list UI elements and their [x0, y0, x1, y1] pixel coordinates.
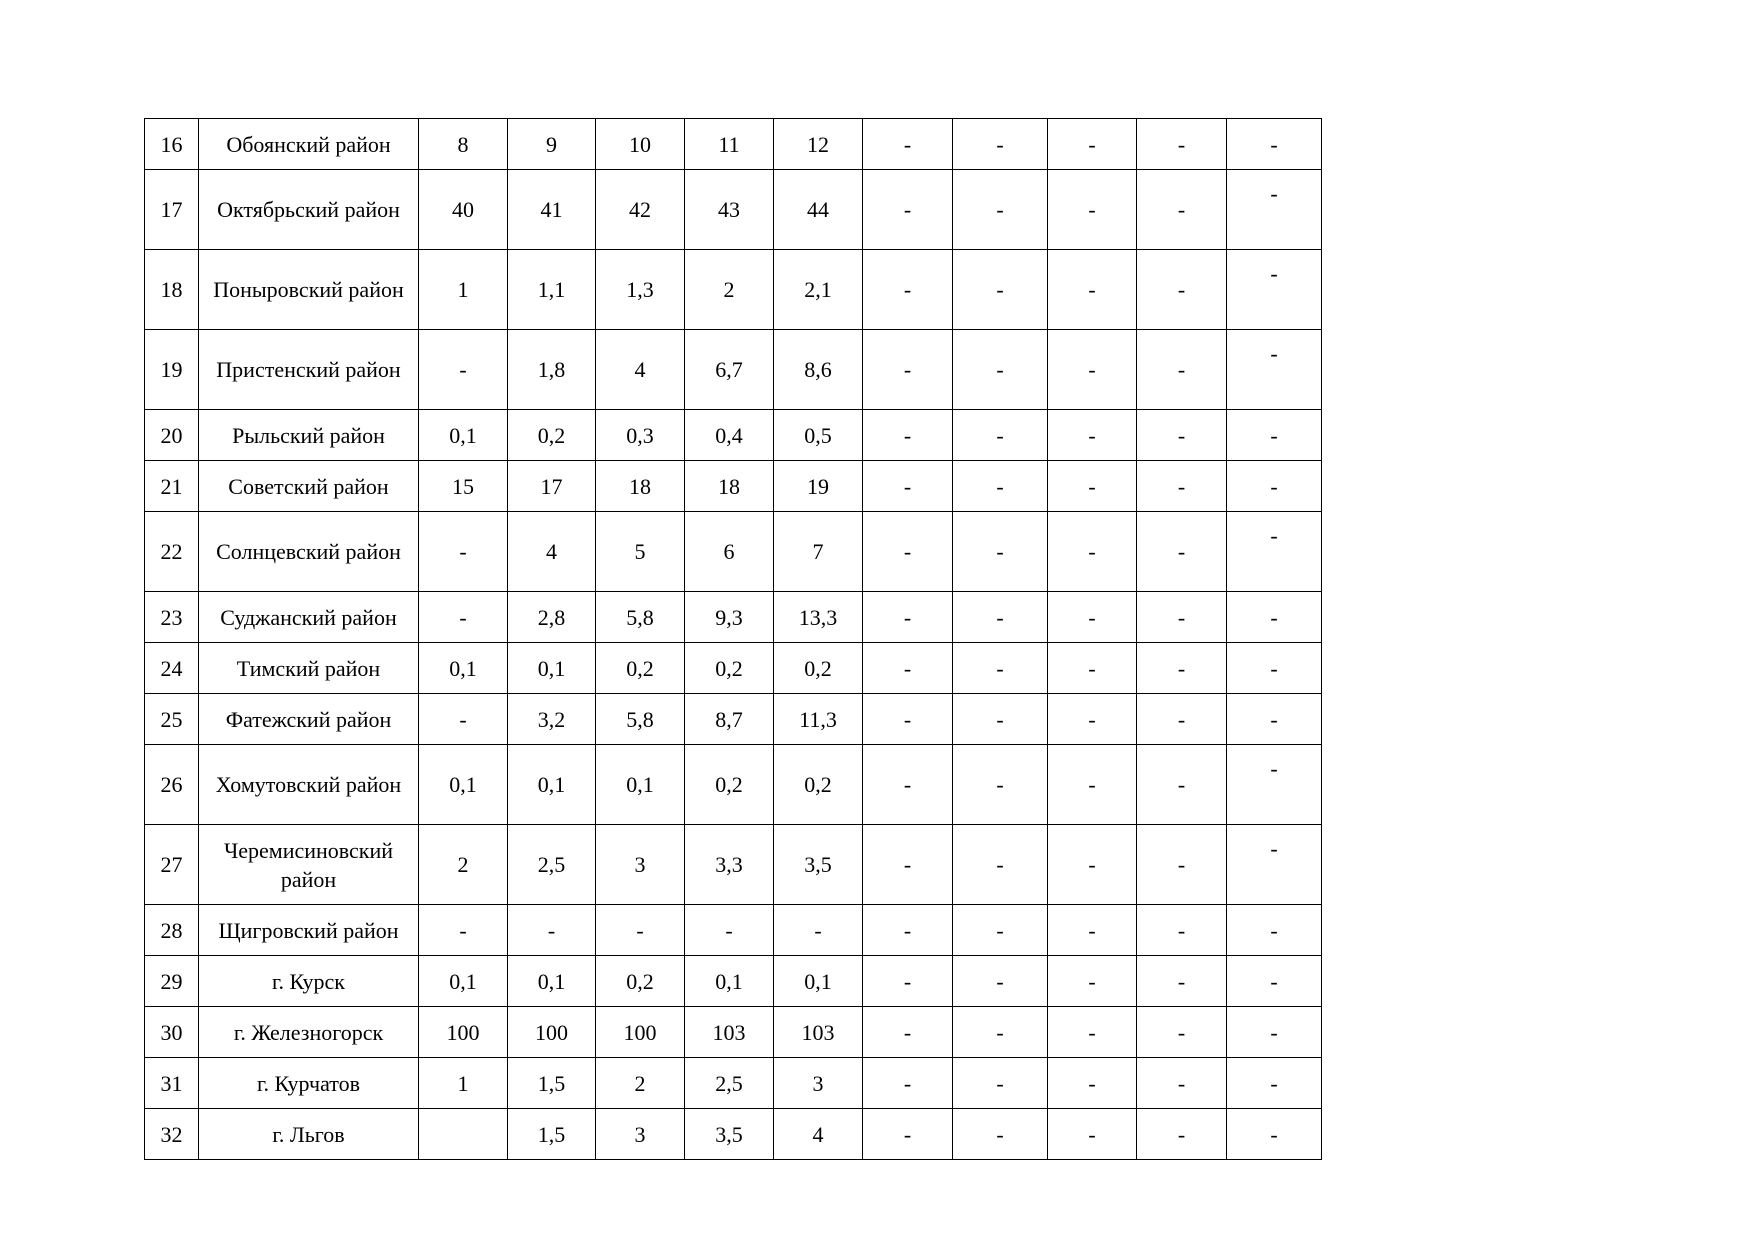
value-cell — [419, 1109, 508, 1160]
row-number-cell: 31 — [145, 1058, 199, 1109]
value-cell: 1,5 — [508, 1109, 596, 1160]
value-cell: 0,1 — [685, 956, 774, 1007]
row-number-cell: 29 — [145, 956, 199, 1007]
value-cell: 2,1 — [774, 250, 863, 330]
value-cell: 8 — [419, 119, 508, 170]
value-cell: 6 — [685, 512, 774, 592]
table-body — [145, 119, 1322, 1160]
value-cell: 0,2 — [774, 745, 863, 825]
district-name-cell: Рыльский район — [199, 410, 419, 461]
table-row — [145, 461, 1322, 512]
value-cell: - — [1227, 745, 1322, 825]
value-cell: 2,5 — [508, 825, 596, 905]
value-cell: - — [1137, 956, 1227, 1007]
value-cell: - — [1227, 592, 1322, 643]
value-cell: - — [953, 461, 1048, 512]
value-cell: - — [1048, 1058, 1137, 1109]
row-number-cell: 23 — [145, 592, 199, 643]
table-row — [145, 250, 1322, 330]
value-cell: - — [1227, 1058, 1322, 1109]
value-cell: - — [1048, 745, 1137, 825]
value-cell: 11 — [685, 119, 774, 170]
district-name-cell: г. Курск — [199, 956, 419, 1007]
value-cell: 0,2 — [685, 643, 774, 694]
row-number-cell: 28 — [145, 905, 199, 956]
value-cell: 40 — [419, 170, 508, 250]
value-cell: - — [1227, 250, 1322, 330]
district-name-cell: Поныровский район — [199, 250, 419, 330]
value-cell: 0,2 — [596, 643, 685, 694]
table-row — [145, 170, 1322, 250]
row-number-cell: 18 — [145, 250, 199, 330]
value-cell: - — [863, 119, 953, 170]
value-cell: - — [1227, 170, 1322, 250]
value-cell: 5,8 — [596, 694, 685, 745]
table-row — [145, 1109, 1322, 1160]
value-cell: - — [953, 956, 1048, 1007]
value-cell: - — [419, 905, 508, 956]
value-cell: - — [1227, 512, 1322, 592]
district-name-cell: Щигровский район — [199, 905, 419, 956]
value-cell: - — [953, 745, 1048, 825]
value-cell: - — [1137, 410, 1227, 461]
value-cell: 3,3 — [685, 825, 774, 905]
value-cell: - — [1227, 1109, 1322, 1160]
value-cell: - — [953, 592, 1048, 643]
value-cell: 3,2 — [508, 694, 596, 745]
value-cell: 0,5 — [774, 410, 863, 461]
value-cell: 0,1 — [419, 745, 508, 825]
value-cell: 4 — [774, 1109, 863, 1160]
table-row — [145, 956, 1322, 1007]
value-cell: - — [1048, 119, 1137, 170]
value-cell: 7 — [774, 512, 863, 592]
value-cell: 5 — [596, 512, 685, 592]
value-cell: 100 — [419, 1007, 508, 1058]
district-name-cell: Фатежский район — [199, 694, 419, 745]
value-cell: 2 — [596, 1058, 685, 1109]
table-row — [145, 745, 1322, 825]
value-cell: - — [1227, 694, 1322, 745]
district-name-cell: г. Железногорск — [199, 1007, 419, 1058]
row-number-cell: 27 — [145, 825, 199, 905]
row-number-cell: 17 — [145, 170, 199, 250]
value-cell: - — [1227, 643, 1322, 694]
value-cell: 4 — [508, 512, 596, 592]
value-cell: - — [953, 410, 1048, 461]
table-row — [145, 1007, 1322, 1058]
value-cell: - — [1227, 825, 1322, 905]
value-cell: 0,1 — [508, 956, 596, 1007]
value-cell: 3 — [774, 1058, 863, 1109]
value-cell: 0,1 — [596, 745, 685, 825]
value-cell: 1 — [419, 250, 508, 330]
district-name-cell: Обоянский район — [199, 119, 419, 170]
district-name-cell: Суджанский район — [199, 592, 419, 643]
value-cell: - — [863, 1058, 953, 1109]
value-cell: 6,7 — [685, 330, 774, 410]
table-row — [145, 512, 1322, 592]
value-cell: 9 — [508, 119, 596, 170]
value-cell: 0,4 — [685, 410, 774, 461]
value-cell: 8,6 — [774, 330, 863, 410]
value-cell: 11,3 — [774, 694, 863, 745]
table-row — [145, 1058, 1322, 1109]
value-cell: 3,5 — [774, 825, 863, 905]
value-cell: 10 — [596, 119, 685, 170]
value-cell: 15 — [419, 461, 508, 512]
district-name-cell: Октябрьский район — [199, 170, 419, 250]
value-cell: - — [1137, 592, 1227, 643]
value-cell: - — [953, 1058, 1048, 1109]
value-cell: - — [863, 956, 953, 1007]
value-cell: - — [953, 825, 1048, 905]
value-cell: - — [1137, 643, 1227, 694]
value-cell: 3,5 — [685, 1109, 774, 1160]
value-cell: - — [1048, 250, 1137, 330]
value-cell: 3 — [596, 825, 685, 905]
value-cell: - — [1227, 461, 1322, 512]
value-cell: - — [863, 512, 953, 592]
value-cell: - — [1048, 1007, 1137, 1058]
row-number-cell: 26 — [145, 745, 199, 825]
value-cell: - — [863, 592, 953, 643]
value-cell: - — [863, 745, 953, 825]
value-cell: 103 — [685, 1007, 774, 1058]
value-cell: 0,2 — [774, 643, 863, 694]
value-cell: - — [419, 694, 508, 745]
table-row — [145, 119, 1322, 170]
value-cell: - — [419, 592, 508, 643]
value-cell: 12 — [774, 119, 863, 170]
value-cell: 1,5 — [508, 1058, 596, 1109]
value-cell: 17 — [508, 461, 596, 512]
row-number-cell: 20 — [145, 410, 199, 461]
value-cell: 0,1 — [508, 643, 596, 694]
value-cell: - — [1227, 956, 1322, 1007]
value-cell: 43 — [685, 170, 774, 250]
row-number-cell: 22 — [145, 512, 199, 592]
value-cell: - — [863, 250, 953, 330]
row-number-cell: 32 — [145, 1109, 199, 1160]
value-cell: 2 — [685, 250, 774, 330]
value-cell: - — [953, 1109, 1048, 1160]
value-cell: 0,1 — [774, 956, 863, 1007]
row-number-cell: 25 — [145, 694, 199, 745]
value-cell: 0,1 — [419, 410, 508, 461]
district-data-table — [144, 118, 1322, 1160]
value-cell: - — [1048, 330, 1137, 410]
value-cell: - — [1048, 825, 1137, 905]
value-cell: 19 — [774, 461, 863, 512]
value-cell: - — [863, 905, 953, 956]
value-cell: - — [953, 119, 1048, 170]
value-cell: - — [1137, 825, 1227, 905]
value-cell: 0,2 — [685, 745, 774, 825]
value-cell: - — [863, 1007, 953, 1058]
value-cell: 1,3 — [596, 250, 685, 330]
value-cell: 1,8 — [508, 330, 596, 410]
value-cell: - — [508, 905, 596, 956]
value-cell: 0,2 — [596, 956, 685, 1007]
value-cell: 41 — [508, 170, 596, 250]
value-cell: 0,1 — [419, 643, 508, 694]
table-row — [145, 694, 1322, 745]
value-cell: - — [1048, 512, 1137, 592]
district-name-cell: Тимский район — [199, 643, 419, 694]
value-cell: - — [1048, 410, 1137, 461]
value-cell: - — [863, 330, 953, 410]
district-name-cell: Советский район — [199, 461, 419, 512]
value-cell: - — [1048, 905, 1137, 956]
value-cell: - — [419, 330, 508, 410]
value-cell: - — [953, 694, 1048, 745]
value-cell: 103 — [774, 1007, 863, 1058]
value-cell: - — [1048, 694, 1137, 745]
value-cell: 13,3 — [774, 592, 863, 643]
value-cell: - — [1137, 330, 1227, 410]
value-cell: 0,2 — [508, 410, 596, 461]
table-row — [145, 643, 1322, 694]
value-cell: - — [1048, 1109, 1137, 1160]
value-cell: - — [863, 410, 953, 461]
value-cell: 1,1 — [508, 250, 596, 330]
value-cell: - — [1227, 330, 1322, 410]
value-cell: - — [953, 512, 1048, 592]
value-cell: 42 — [596, 170, 685, 250]
value-cell: - — [1227, 410, 1322, 461]
value-cell: - — [1227, 905, 1322, 956]
value-cell: - — [953, 330, 1048, 410]
value-cell: - — [953, 250, 1048, 330]
value-cell: - — [1137, 745, 1227, 825]
table-row — [145, 330, 1322, 410]
value-cell: - — [953, 1007, 1048, 1058]
value-cell: - — [863, 1109, 953, 1160]
value-cell: 100 — [508, 1007, 596, 1058]
value-cell: - — [1137, 1058, 1227, 1109]
value-cell: - — [1048, 461, 1137, 512]
value-cell: - — [953, 905, 1048, 956]
value-cell: - — [1137, 170, 1227, 250]
value-cell: 5,8 — [596, 592, 685, 643]
value-cell: - — [1048, 592, 1137, 643]
row-number-cell: 19 — [145, 330, 199, 410]
value-cell: - — [1048, 170, 1137, 250]
value-cell: - — [1227, 1007, 1322, 1058]
value-cell: 0,1 — [508, 745, 596, 825]
table-row — [145, 592, 1322, 643]
value-cell: 1 — [419, 1058, 508, 1109]
value-cell: 8,7 — [685, 694, 774, 745]
value-cell: 44 — [774, 170, 863, 250]
value-cell: - — [863, 825, 953, 905]
district-name-cell: Солнцевский район — [199, 512, 419, 592]
value-cell: 3 — [596, 1109, 685, 1160]
value-cell: 100 — [596, 1007, 685, 1058]
value-cell: 2,8 — [508, 592, 596, 643]
row-number-cell: 30 — [145, 1007, 199, 1058]
value-cell: 9,3 — [685, 592, 774, 643]
row-number-cell: 21 — [145, 461, 199, 512]
value-cell: - — [1137, 119, 1227, 170]
value-cell: - — [1137, 905, 1227, 956]
value-cell: - — [863, 170, 953, 250]
value-cell: 0,1 — [419, 956, 508, 1007]
row-number-cell: 24 — [145, 643, 199, 694]
value-cell: - — [863, 643, 953, 694]
table-row — [145, 905, 1322, 956]
value-cell: - — [419, 512, 508, 592]
value-cell: 2,5 — [685, 1058, 774, 1109]
district-name-cell: Хомутовский район — [199, 745, 419, 825]
value-cell: - — [1137, 1007, 1227, 1058]
value-cell: 18 — [596, 461, 685, 512]
value-cell: - — [1048, 643, 1137, 694]
table-row — [145, 410, 1322, 461]
value-cell: - — [1137, 1109, 1227, 1160]
value-cell: - — [1137, 250, 1227, 330]
district-name-cell: г. Льгов — [199, 1109, 419, 1160]
district-name-cell: Черемисиновский район — [199, 825, 419, 905]
value-cell: - — [1227, 119, 1322, 170]
table-row — [145, 825, 1322, 905]
value-cell: 4 — [596, 330, 685, 410]
value-cell: - — [685, 905, 774, 956]
row-number-cell: 16 — [145, 119, 199, 170]
value-cell: - — [596, 905, 685, 956]
value-cell: - — [953, 643, 1048, 694]
value-cell: - — [863, 461, 953, 512]
value-cell: 2 — [419, 825, 508, 905]
value-cell: - — [953, 170, 1048, 250]
value-cell: 18 — [685, 461, 774, 512]
value-cell: - — [863, 694, 953, 745]
value-cell: 0,3 — [596, 410, 685, 461]
value-cell: - — [774, 905, 863, 956]
value-cell: - — [1048, 956, 1137, 1007]
value-cell: - — [1137, 512, 1227, 592]
district-name-cell: Пристенский район — [199, 330, 419, 410]
value-cell: - — [1137, 461, 1227, 512]
value-cell: - — [1137, 694, 1227, 745]
district-name-cell: г. Курчатов — [199, 1058, 419, 1109]
